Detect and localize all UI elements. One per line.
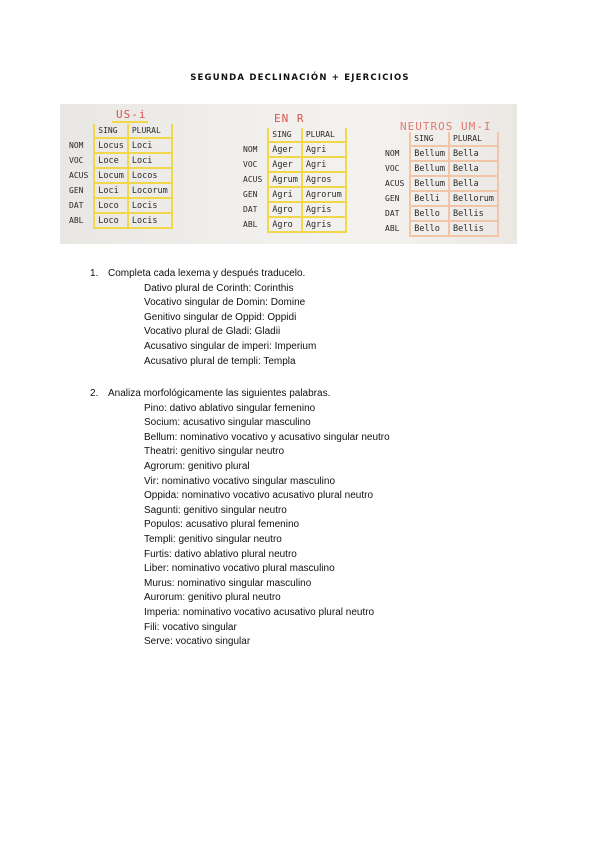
er-heading: EN R xyxy=(274,112,305,125)
table-cell: Locis xyxy=(128,213,172,228)
case-label: DAT xyxy=(69,201,84,210)
column-header: PLURAL xyxy=(302,128,346,142)
table-cell: Agro xyxy=(268,202,302,217)
table-cell: Bella xyxy=(449,161,498,176)
case-label: ABL xyxy=(69,216,84,225)
table-cell: Loci xyxy=(128,138,172,153)
case-label: DAT xyxy=(243,205,258,214)
table-cell: Bellorum xyxy=(449,191,498,206)
case-label: ACUS xyxy=(69,171,89,180)
table-cell: Agrum xyxy=(268,172,302,187)
exercise-2-number: 2. xyxy=(90,388,99,399)
table-row xyxy=(240,187,346,202)
column-header: SING xyxy=(410,132,449,146)
table-row xyxy=(66,138,172,153)
table-cell: Belli xyxy=(410,191,449,206)
case-label: VOC xyxy=(385,164,400,173)
list-item: Imperia: nominativo vocativo acusativo plural neutro xyxy=(144,606,375,618)
table-cell: Loce xyxy=(94,153,128,168)
case-label: DAT xyxy=(385,209,400,218)
list-item: Agrorum: genitivo plural xyxy=(144,460,250,472)
table-row xyxy=(240,142,346,157)
us-declension-table xyxy=(66,124,173,229)
table-cell: Bello xyxy=(410,206,449,221)
exercise-1-number: 1. xyxy=(90,268,99,279)
table-cell: Bellis xyxy=(449,206,498,221)
case-label: ACUS xyxy=(385,179,405,188)
table-cell: Agros xyxy=(302,172,346,187)
list-item: Vocativo singular de Domin: Domine xyxy=(144,297,306,309)
table-cell: Bella xyxy=(449,176,498,191)
exercise-2 xyxy=(90,387,390,650)
table-cell: Agri xyxy=(302,142,346,157)
table-row xyxy=(240,172,346,187)
us-heading: US-i xyxy=(116,108,147,121)
list-item: Socium: acusativo singular masculino xyxy=(144,417,311,429)
list-item: Serve: vocativo singular xyxy=(144,636,251,648)
column-header: SING xyxy=(268,128,302,142)
header-blank xyxy=(240,128,268,142)
neutros-declension-table xyxy=(382,132,499,237)
case-label: ACUS xyxy=(243,175,263,184)
table-cell: Agris xyxy=(302,217,346,232)
list-item: Genitivo singular de Oppid: Oppidi xyxy=(144,311,297,323)
column-header: PLURAL xyxy=(449,132,498,146)
us-heading-underline xyxy=(112,121,148,123)
table-cell: Locorum xyxy=(128,183,172,198)
list-item: Vocativo plural de Gladi: Gladii xyxy=(144,326,281,338)
table-cell: Bellum xyxy=(410,176,449,191)
table-row xyxy=(382,191,498,206)
case-label: GEN xyxy=(243,190,258,199)
list-item: Populos: acusativo plural femenino xyxy=(144,519,300,531)
table-cell: Locum xyxy=(94,168,128,183)
page-title: SEGUNDA DECLINACIÓN + EJERCICIOS xyxy=(190,73,410,83)
table-cell: Agri xyxy=(268,187,302,202)
case-label: NOM xyxy=(385,149,400,158)
list-item: Oppida: nominativo vocativo acusativo plural neutro xyxy=(144,490,374,502)
list-item: Vir: nominativo vocativo singular masculino xyxy=(144,475,336,487)
table-row xyxy=(66,213,172,228)
table-row xyxy=(66,198,172,213)
table-cell: Agris xyxy=(302,202,346,217)
table-cell: Agrorum xyxy=(302,187,346,202)
list-item: Fili: vocativo singular xyxy=(144,621,237,633)
list-item: Acusativo singular de imperi: Imperium xyxy=(144,340,317,352)
table-row xyxy=(66,168,172,183)
table-cell: Locos xyxy=(128,168,172,183)
table-cell: Ager xyxy=(268,157,302,172)
case-label: NOM xyxy=(243,145,258,154)
neutros-heading: NEUTROS UM-I xyxy=(400,120,492,133)
table-cell: Bellis xyxy=(449,221,498,236)
table-row xyxy=(66,153,172,168)
table-row xyxy=(66,183,172,198)
column-header: SING xyxy=(94,124,128,138)
list-item: Dativo plural de Corinth: Corinthis xyxy=(144,282,294,294)
case-label: ABL xyxy=(243,220,258,229)
table-cell: Bello xyxy=(410,221,449,236)
exercise-1-heading: 1. Completa cada lexema y después traducelo. xyxy=(108,267,316,282)
list-item: Liber: nominativo vocativo plural masculino xyxy=(144,563,335,575)
table-cell: Ager xyxy=(268,142,302,157)
table-cell: Agri xyxy=(302,157,346,172)
table-cell: Locus xyxy=(94,138,128,153)
list-item: Murus: nominativo singular masculino xyxy=(144,577,312,589)
table-row xyxy=(240,202,346,217)
table-cell: Bellum xyxy=(410,146,449,161)
case-label: GEN xyxy=(385,194,400,203)
table-row xyxy=(382,161,498,176)
table-row xyxy=(382,176,498,191)
header-blank xyxy=(382,132,410,146)
list-item: Aurorum: genitivo plural neutro xyxy=(144,592,281,604)
declension-photo xyxy=(60,104,517,244)
table-cell: Agro xyxy=(268,217,302,232)
table-row xyxy=(382,221,498,236)
table-cell: Loco xyxy=(94,198,128,213)
table-cell: Bellum xyxy=(410,161,449,176)
table-row xyxy=(240,157,346,172)
exercise-2-heading: 2. Analiza morfológicamente las siguientes palabras. xyxy=(108,387,390,402)
er-declension-table xyxy=(240,128,347,233)
case-label: NOM xyxy=(69,141,84,150)
table-row xyxy=(382,146,498,161)
table-cell: Loci xyxy=(94,183,128,198)
header-blank xyxy=(66,124,94,138)
case-label: VOC xyxy=(69,156,84,165)
list-item: Pino: dativo ablativo singular femenino xyxy=(144,402,316,414)
table-cell: Bella xyxy=(449,146,498,161)
table-cell: Loci xyxy=(128,153,172,168)
case-label: GEN xyxy=(69,186,84,195)
exercise-1 xyxy=(90,267,317,369)
list-item: Bellum: nominativo vocativo y acusativo singular neutro xyxy=(144,431,390,443)
table-cell: Loco xyxy=(94,213,128,228)
list-item: Theatri: genitivo singular neutro xyxy=(144,446,285,458)
table-row xyxy=(240,217,346,232)
case-label: VOC xyxy=(243,160,258,169)
list-item: Templi: genitivo singular neutro xyxy=(144,533,282,545)
case-label: ABL xyxy=(385,224,400,233)
table-cell: Locis xyxy=(128,198,172,213)
list-item: Furtis: dativo ablativo plural neutro xyxy=(144,548,297,560)
list-item: Acusativo plural de templi: Templa xyxy=(144,355,296,367)
list-item: Sagunti: genitivo singular neutro xyxy=(144,504,287,516)
table-row xyxy=(382,206,498,221)
column-header: PLURAL xyxy=(128,124,172,138)
